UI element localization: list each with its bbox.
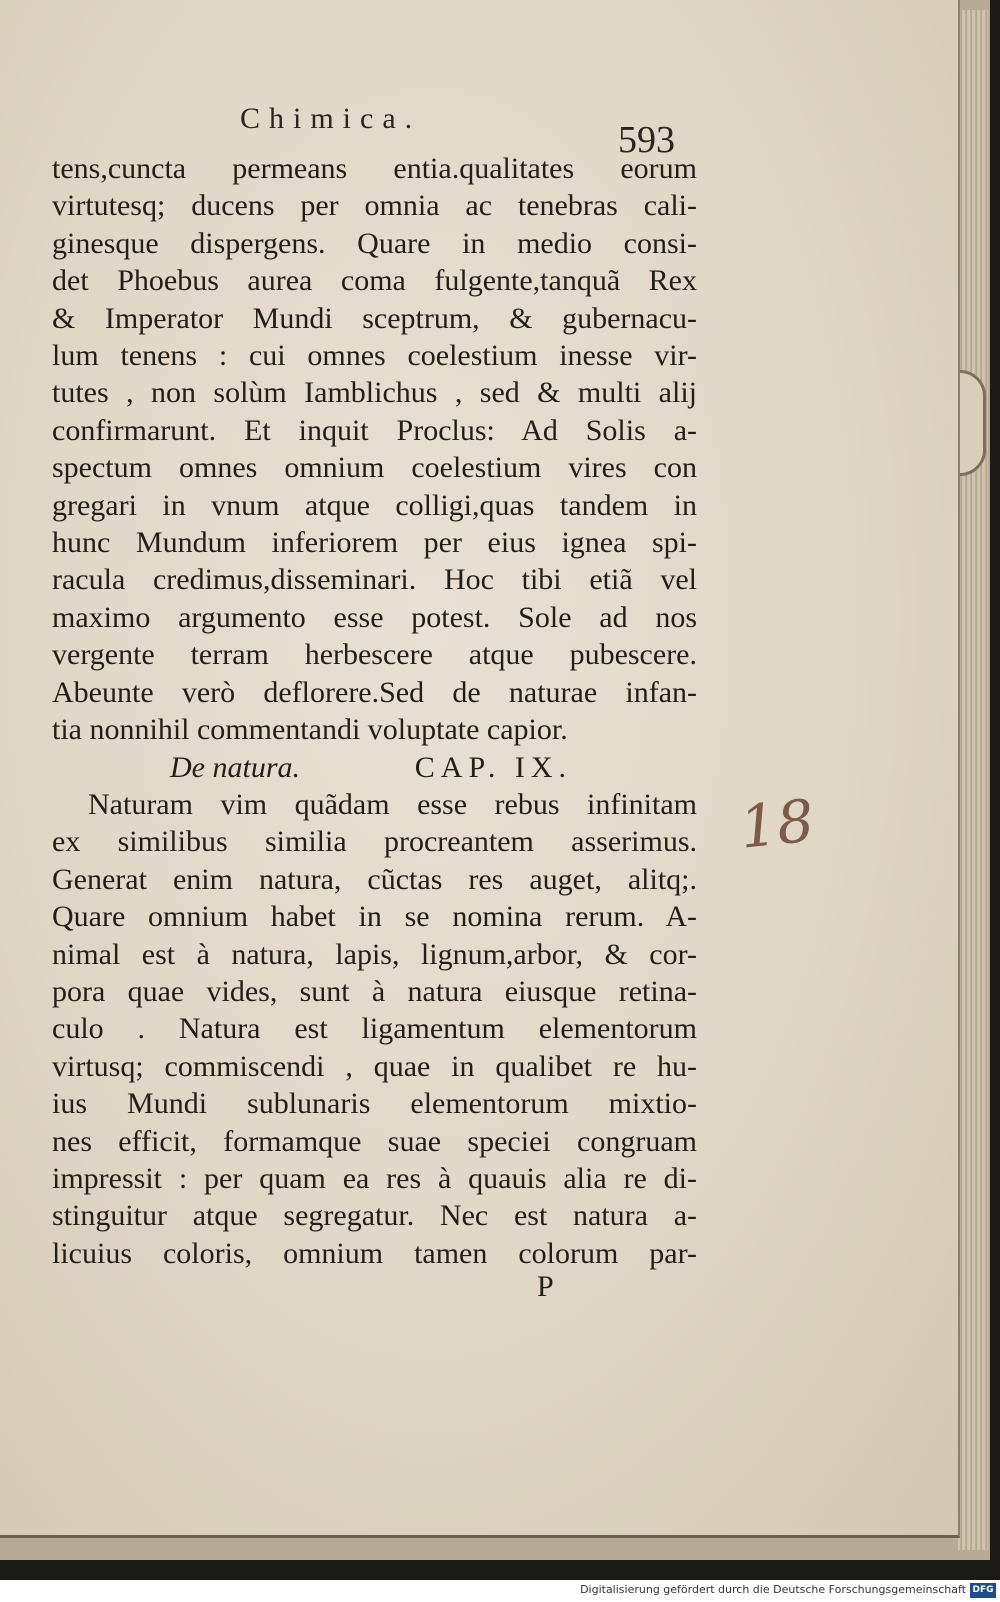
text-line: tutes , non solùm Iamblichus , sed & multi alij (52, 376, 697, 410)
digitization-footer (0, 1580, 1000, 1602)
text-line: maximo argumento esse potest. Sole ad nos (52, 600, 697, 634)
text-line: spectum omnes omnium coelestium vires con (52, 451, 697, 485)
catchword: P (537, 1270, 554, 1303)
page-edges (958, 10, 988, 1550)
chapter-number: CAP. IX. (414, 750, 572, 784)
text-line: gregari in vnum atque colligi,quas tandem in (52, 488, 697, 522)
text-line: vergente terram herbescere atque pubescere. (52, 638, 697, 672)
running-head: Chimica. (240, 102, 422, 135)
text-line: tia nonnihil commentandi voluptate capior. (52, 713, 568, 747)
text-line: & Imperator Mundi sceptrum, & gubernacu- (52, 301, 697, 335)
text-line: culo . Natura est ligamentum elementorum (52, 1012, 697, 1046)
text-line: ius Mundi sublunaris elementorum mixtio- (52, 1087, 697, 1121)
chapter-title: De natura. (170, 750, 300, 784)
text-line: virtutesq; ducens per omnia ac tenebras cali- (52, 189, 697, 223)
text-line: licuius coloris, omnium tamen colorum par- (52, 1236, 697, 1270)
text-line: confirmarunt. Et inquit Proclus: Ad Solis a- (52, 413, 697, 447)
text-line: nes efficit, formamque suae speciei congruam (52, 1124, 697, 1158)
text-line: Abeunte verò deflorere.Sed de naturae infan- (52, 675, 697, 709)
text-line: impressit : per quam ea res à quauis alia re di- (52, 1161, 697, 1195)
text-line: lum tenens : cui omnes coelestium inesse vir- (52, 339, 697, 373)
text-line: Generat enim natura, cũctas res auget, alitq;. (52, 862, 697, 896)
handwritten-marginal-note: 18 (736, 786, 818, 862)
text-line: virtusq; commiscendi , quae in qualibet re hu- (52, 1049, 697, 1083)
text-line: hunc Mundum inferiorem per eius ignea spi- (52, 526, 697, 560)
text-line: Quare omnium habet in se nomina rerum. A- (52, 900, 697, 934)
text-line: nimal est à natura, lapis, lignum,arbor, & cor- (52, 937, 697, 971)
text-line: tens,cuncta permeans entia.qualitates eorum (52, 152, 697, 185)
funding-credit: Digitalisierung gefördert durch die Deutsche Forschungsgemeinschaft (580, 1583, 966, 1596)
text-line: ex similibus similia procreantem asserimus. (52, 825, 697, 859)
text-line: Naturam vim quãdam esse rebus infinitam (88, 787, 697, 821)
main-text-block (52, 150, 697, 1272)
page-number: 593 (618, 119, 675, 161)
text-line: det Phoebus aurea coma fulgente,tanquã Rex (52, 264, 697, 298)
text-line: ginesque dispergens. Quare in medio consi- (52, 226, 697, 260)
chapter-heading (52, 749, 697, 786)
text-line: stinguitur atque segregatur. Nec est natura a- (52, 1199, 697, 1233)
dfg-logo: DFG (970, 1583, 996, 1598)
text-line: racula credimus,disseminari. Hoc tibi etiã vel (52, 563, 697, 597)
text-line: pora quae vides, sunt à natura eiusque retina- (52, 974, 697, 1008)
